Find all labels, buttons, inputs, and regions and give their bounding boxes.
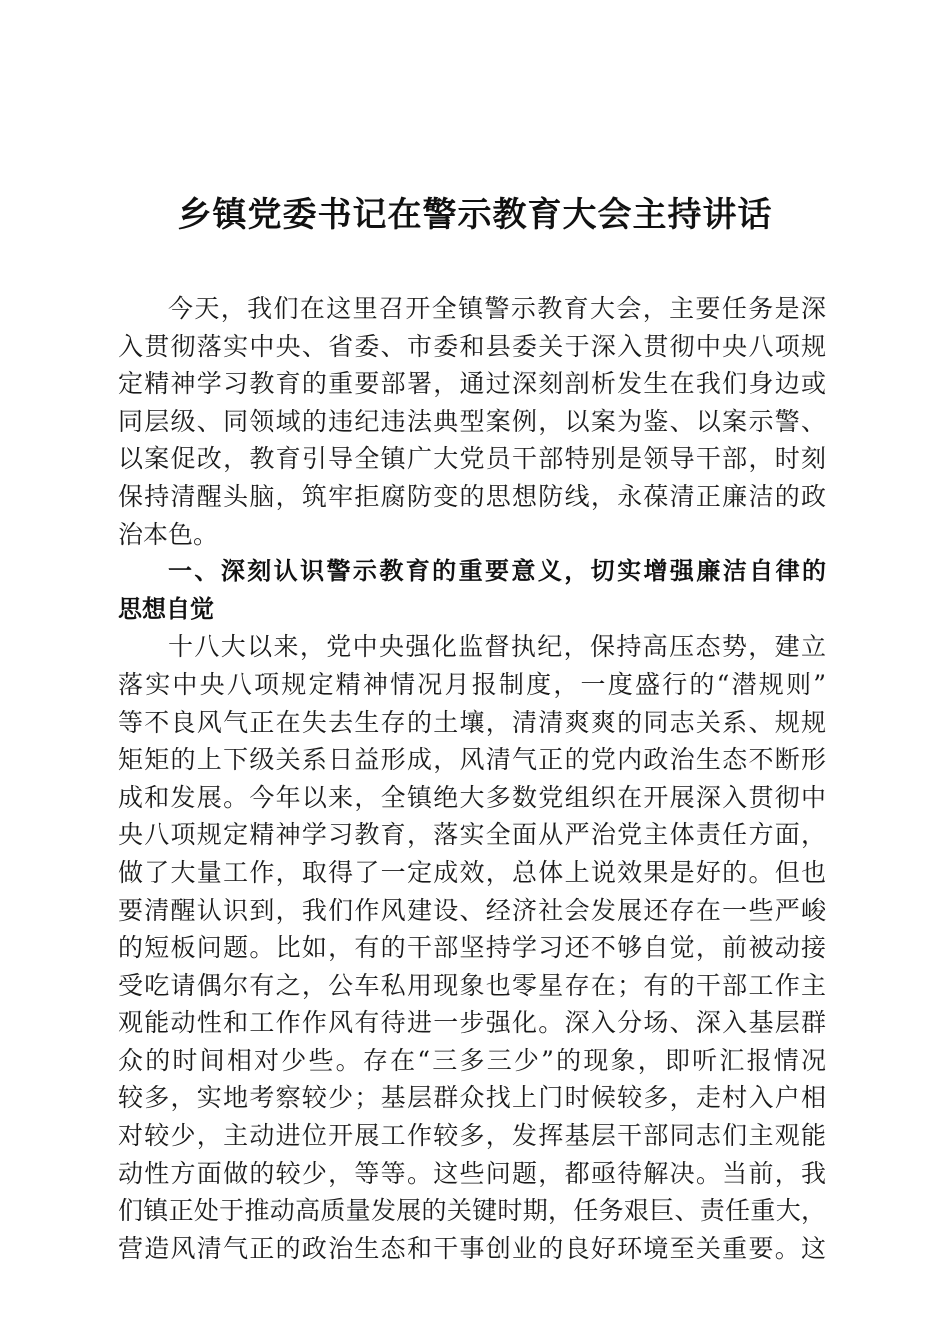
text-line: 的短板问题。比如，有的干部坚持学习还不够自觉，前被动接 bbox=[118, 933, 828, 963]
text-line: 入贯彻落实中央、省委、市委和县委关于深入贯彻中央八项规 bbox=[118, 331, 828, 361]
text-line: 治本色。 bbox=[118, 519, 219, 549]
text-line: 要清醒认识到，我们作风建设、经济社会发展还存在一些严峻 bbox=[118, 895, 828, 925]
text-line: 们镇正处于推动高质量发展的关键时期，任务艰巨、责任重大， bbox=[118, 1196, 827, 1226]
document-title: 乡镇党委书记在警示教育大会主持讲话 bbox=[177, 195, 773, 235]
text-line: 定精神学习教育的重要部署，通过深刻剖析发生在我们身边或 bbox=[118, 369, 828, 399]
paragraph-section-1 bbox=[118, 628, 829, 1267]
text-line: 等不良风气正在失去生存的土壤，清清爽爽的同志关系、规规 bbox=[118, 707, 828, 737]
text-line: 矩矩的上下级关系日益形成，风清气正的党内政治生态不断形 bbox=[118, 745, 828, 775]
text-line: 以案促改，教育引导全镇广大党员干部特别是领导干部，时刻 bbox=[118, 444, 828, 474]
text-line: 众的时间相对少些。存在“三多三少”的现象，即听汇报情况 bbox=[118, 1045, 829, 1075]
document-body bbox=[118, 290, 829, 1267]
text-line: 动性方面做的较少，等等。这些问题，都亟待解决。当前，我 bbox=[118, 1158, 828, 1188]
text-line: 保持清醒头脑，筑牢拒腐防变的思想防线，永葆清正廉洁的政 bbox=[118, 481, 828, 511]
text-line: 央八项规定精神学习教育，落实全面从严治党主体责任方面， bbox=[118, 820, 828, 850]
text-line: 对较少，主动进位开展工作较多，发挥基层干部同志们主观能 bbox=[118, 1121, 828, 1151]
text-line: 同层级、同领域的违纪违法典型案例，以案为鉴、以案示警、 bbox=[118, 406, 828, 436]
text-line: 观能动性和工作作风有待进一步强化。深入分场、深入基层群 bbox=[118, 1008, 828, 1038]
text-line: 十八大以来，党中央强化监督执纪，保持高压态势，建立 bbox=[168, 632, 828, 662]
heading-line: 思想自觉 bbox=[118, 594, 214, 623]
text-line: 受吃请偶尔有之，公车私用现象也零星存在；有的干部工作主 bbox=[118, 970, 828, 1000]
text-line: 做了大量工作，取得了一定成效，总体上说效果是好的。但也 bbox=[118, 857, 828, 887]
text-line: 成和发展。今年以来，全镇绝大多数党组织在开展深入贯彻中 bbox=[118, 782, 828, 812]
paragraph-intro bbox=[118, 290, 826, 553]
text-line: 营造风清气正的政治生态和干事创业的良好环境至关重要。这 bbox=[118, 1233, 828, 1263]
text-line: 落实中央八项规定精神情况月报制度，一度盛行的“潜规则” bbox=[118, 669, 829, 699]
text-line: 今天，我们在这里召开全镇警示教育大会，主要任务是深 bbox=[168, 294, 828, 323]
heading-line: 一、深刻认识警示教育的重要意义，切实增强廉洁自律的 bbox=[168, 557, 829, 586]
text-line: 较多，实地考察较少；基层群众找上门时候较多，走村入户相 bbox=[118, 1083, 828, 1113]
section-heading-1 bbox=[118, 553, 829, 628]
